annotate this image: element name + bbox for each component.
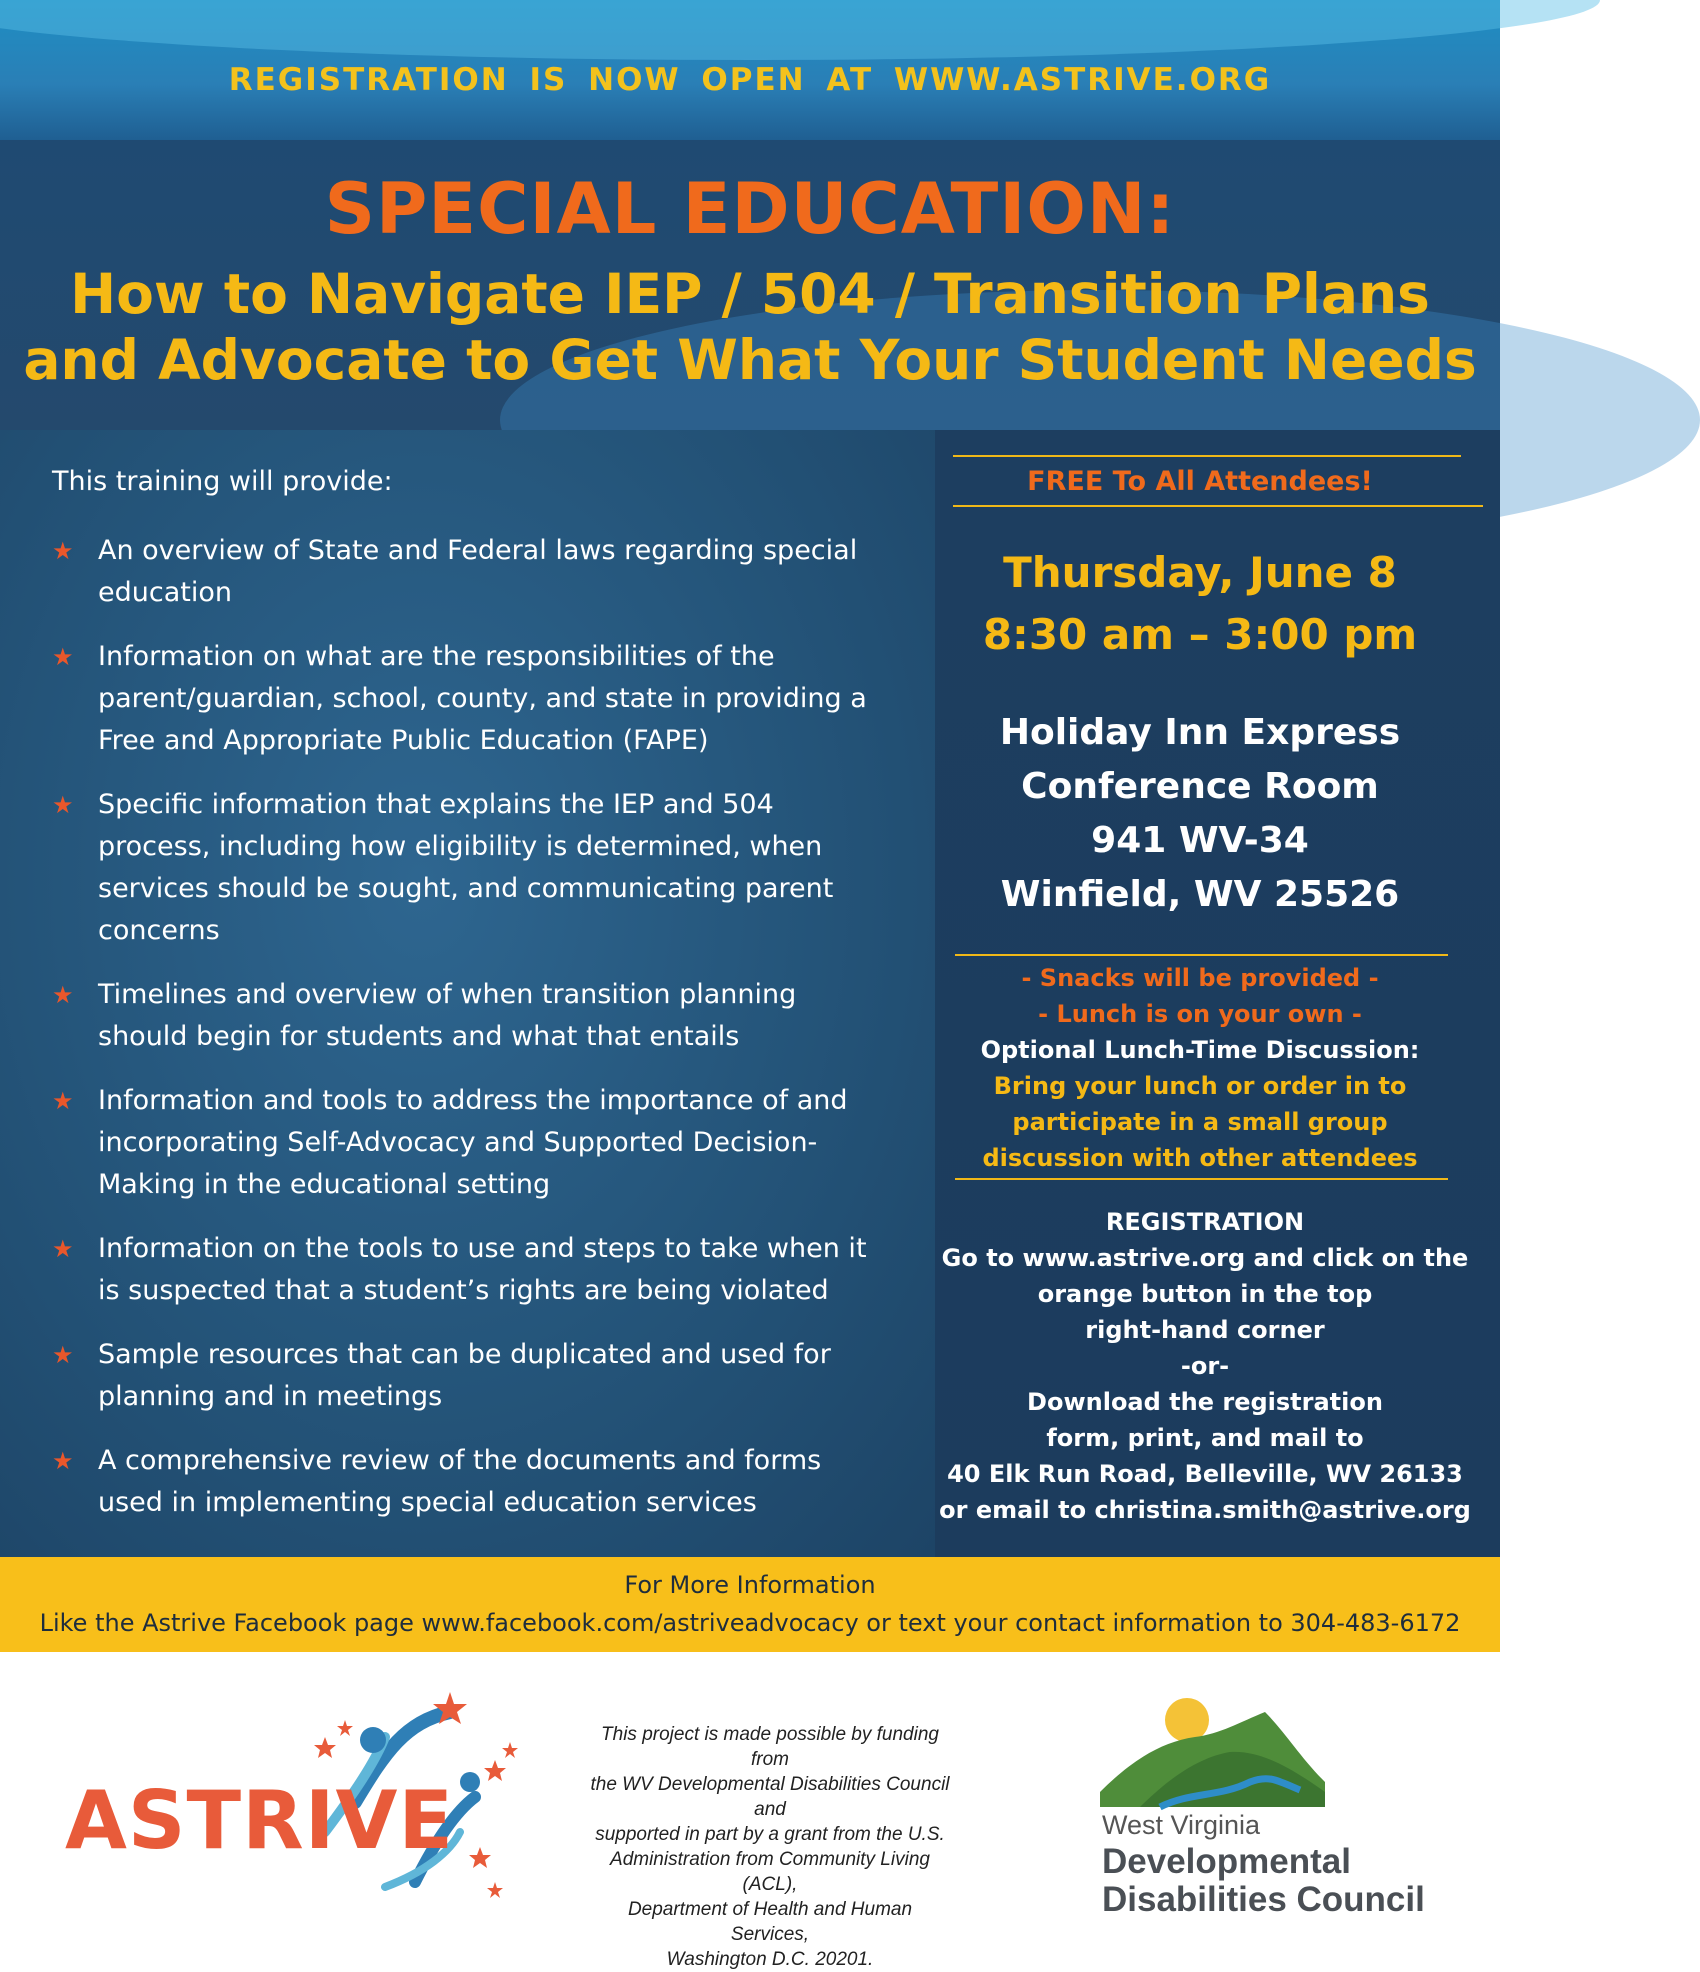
event-details-panel (935, 430, 1500, 1557)
bring-lunch-line-2: participate in a small group (1012, 1108, 1388, 1136)
funding-statement (590, 1722, 950, 1972)
registration-banner (0, 0, 1500, 140)
funding-line: supported in part by a grant from the U.S. (595, 1824, 945, 1845)
council-state: West Virginia (1102, 1810, 1261, 1840)
list-item (52, 1228, 892, 1312)
list-item (52, 636, 892, 762)
star-icon: ★ (52, 1235, 74, 1263)
council-name-line-1: Developmental (1102, 1842, 1351, 1881)
event-date: Thursday, June 8 (1003, 548, 1397, 597)
divider (955, 1178, 1448, 1180)
wvddc-logo (1100, 1682, 1460, 1922)
funding-line: Washington D.C. 20201. (666, 1949, 874, 1970)
sub-title-line-1: How to Navigate IEP / 504 / Transition Plans (70, 262, 1430, 326)
funding-line: This project is made possible by funding from (601, 1724, 939, 1770)
star-icon: ★ (52, 643, 74, 671)
bring-lunch-line-1: Bring your lunch or order in to (993, 1072, 1407, 1100)
title-section (0, 140, 1500, 430)
astrive-wordmark: ASTRIVE (65, 1774, 455, 1867)
bullet-text: Information and tools to address the importance of and incorporating Self-Advocacy and Supported Decision-Making in the educational setting (98, 1085, 848, 1200)
registration-line: orange button in the top (1037, 1280, 1373, 1308)
registration-line: -or- (1180, 1352, 1230, 1380)
sub-title-line-2: and Advocate to Get What Your Student Needs (23, 328, 1477, 392)
star-icon: ★ (52, 981, 74, 1009)
divider (953, 455, 1461, 457)
star-icon: ★ (52, 1341, 74, 1369)
star-icon: ★ (52, 1447, 74, 1475)
registration-line: Go to www.astrive.org and click on the (941, 1244, 1469, 1272)
more-info-text: Like the Astrive Facebook page www.facebook.com/astriveadvocacy or text your contact information to 304-483-6172 (39, 1609, 1461, 1637)
list-item (52, 1334, 892, 1418)
registration-mail-address: 40 Elk Run Road, Belleville, WV 26133 (947, 1460, 1463, 1488)
bullet-text: Sample resources that can be duplicated and used for planning and in meetings (98, 1339, 831, 1412)
funding-line: Department of Health and Human Services, (627, 1899, 913, 1945)
bullet-text: Information on what are the responsibilities of the parent/guardian, school, county, and state in providing a Free and Appropriate Public Education (FAPE) (98, 641, 867, 756)
free-attendees-label: FREE To All Attendees! (1027, 466, 1373, 497)
more-info-bar (0, 1557, 1500, 1652)
mountain-sun-icon (1100, 1682, 1460, 1807)
registration-heading: REGISTRATION (1105, 1208, 1305, 1236)
banner-wave (0, 0, 1600, 60)
star-icon: ★ (52, 1087, 74, 1115)
venue-city: Winfield, WV 25526 (1000, 874, 1400, 915)
more-info-heading: For More Information (624, 1571, 876, 1599)
registration-line: form, print, and mail to (1046, 1424, 1364, 1452)
venue-room: Conference Room (1021, 766, 1379, 807)
list-item (52, 1440, 892, 1524)
funding-line: Administration from Community Living (ACL), (610, 1849, 930, 1895)
training-intro: This training will provide: (52, 466, 393, 497)
venue-name: Holiday Inn Express (999, 712, 1401, 753)
footer (0, 1652, 1500, 1970)
registration-email: or email to christina.smith@astrive.org (939, 1496, 1471, 1524)
bullet-text: A comprehensive review of the documents and forms used in implementing special education services (98, 1445, 822, 1518)
event-time: 8:30 am – 3:00 pm (982, 610, 1418, 659)
bring-lunch-line-3: discussion with other attendees (982, 1144, 1418, 1172)
snacks-note: - Snacks will be provided - (1021, 964, 1379, 992)
bullet-text: Timelines and overview of when transition planning should begin for students and what that entails (98, 979, 797, 1052)
list-item (52, 784, 892, 952)
council-name-line-2: Disabilities Council (1102, 1880, 1425, 1919)
list-item (52, 974, 892, 1058)
list-item (52, 1080, 892, 1206)
divider (955, 954, 1448, 956)
venue-street: 941 WV-34 (1091, 820, 1309, 861)
lunch-note: - Lunch is on your own - (1038, 1000, 1362, 1028)
main-title: SPECIAL EDUCATION: (324, 168, 1176, 250)
registration-open-text: REGISTRATION IS NOW OPEN AT WWW.ASTRIVE.ORG (228, 62, 1272, 98)
training-panel (0, 430, 935, 1557)
astrive-logo (55, 1682, 525, 1912)
bullet-text: Information on the tools to use and steps to take when it is suspected that a student’s rights are being violated (98, 1233, 867, 1306)
optional-discussion-label: Optional Lunch-Time Discussion: (980, 1036, 1420, 1064)
star-icon: ★ (52, 791, 74, 819)
bullet-text: Specific information that explains the IEP and 504 process, including how eligibility is determined, when services should be sought, and communicating parent concerns (98, 789, 834, 946)
training-bullet-list (52, 530, 892, 1546)
registration-line: right-hand corner (1085, 1316, 1325, 1344)
funding-line: the WV Developmental Disabilities Council and (590, 1774, 950, 1820)
registration-line: Download the registration (1027, 1388, 1383, 1416)
bullet-text: An overview of State and Federal laws regarding special education (98, 535, 858, 608)
list-item (52, 530, 892, 614)
star-icon: ★ (52, 537, 74, 565)
divider (953, 505, 1483, 507)
